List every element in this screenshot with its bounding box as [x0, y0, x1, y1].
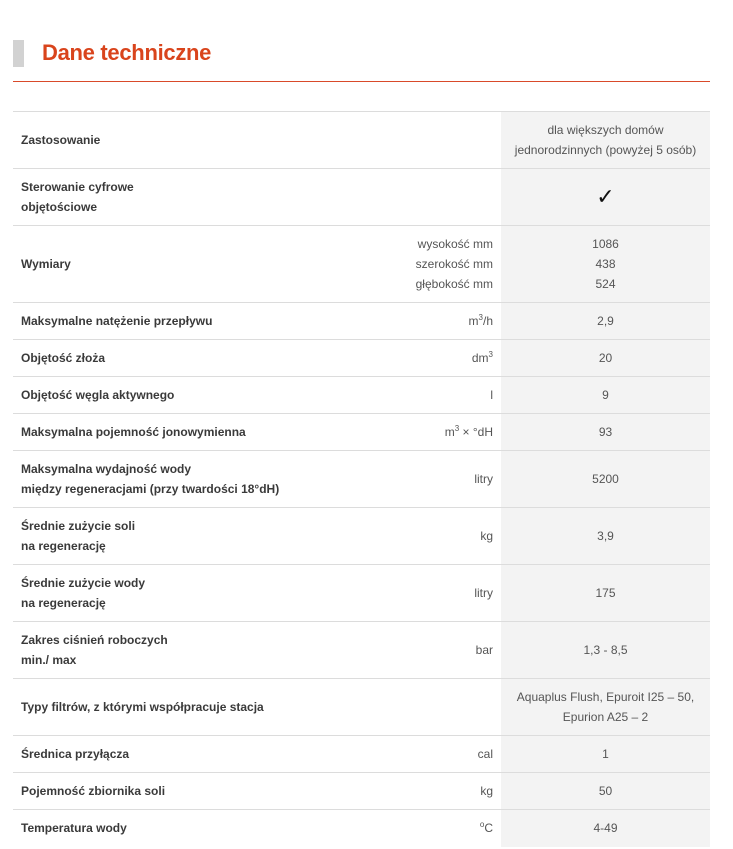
table-row — [13, 565, 710, 622]
row-unit — [293, 414, 501, 451]
unit-base: m — [468, 314, 479, 328]
row-label-line: Średnie zużycie wody — [21, 576, 146, 590]
unit-base: m — [444, 425, 455, 439]
row-unit-line: głębokość mm — [415, 277, 493, 291]
row-value-line: Aquaplus Flush, Epuroit I25 – 50, — [516, 690, 695, 704]
row-label-line: Wymiary — [21, 257, 71, 271]
row-label — [13, 773, 293, 810]
row-label-line: Pojemność zbiornika soli — [21, 784, 166, 798]
row-unit-line: cal — [477, 747, 493, 761]
row-label-line: Średnie zużycie soli — [21, 519, 136, 533]
row-unit — [293, 679, 501, 736]
table-row — [13, 679, 710, 736]
row-value — [501, 679, 710, 736]
row-value — [501, 508, 710, 565]
row-unit — [293, 169, 501, 226]
row-label-line: między regeneracjami (przy twardości 18°dH) — [21, 482, 280, 496]
row-label-line: Maksymalna pojemność jonowymienna — [21, 425, 246, 439]
row-value — [501, 810, 710, 847]
row-unit — [293, 565, 501, 622]
unit-superscript: o — [479, 820, 485, 830]
row-value — [501, 773, 710, 810]
row-value-line: 1,3 - 8,5 — [583, 643, 628, 657]
row-label — [13, 303, 293, 340]
row-unit-line: kg — [480, 784, 493, 798]
row-value-line: 20 — [598, 351, 613, 365]
row-value — [501, 303, 710, 340]
row-value-line: 438 — [595, 257, 616, 271]
table-row — [13, 303, 710, 340]
row-unit — [293, 226, 501, 303]
row-label — [13, 377, 293, 414]
row-label-line: na regenerację — [21, 539, 106, 553]
row-unit — [293, 810, 501, 847]
row-value — [501, 112, 710, 169]
table-row — [13, 773, 710, 810]
table-row — [13, 414, 710, 451]
row-value-line: 524 — [595, 277, 616, 291]
row-unit — [293, 736, 501, 773]
row-label — [13, 810, 293, 847]
table-row — [13, 226, 710, 303]
row-label — [13, 736, 293, 773]
checkmark-icon: ✓ — [596, 184, 615, 209]
unit-base: dm — [471, 351, 489, 365]
table-row — [13, 377, 710, 414]
row-unit — [293, 340, 501, 377]
row-label-line: Maksymalne natężenie przepływu — [21, 314, 213, 328]
row-value — [501, 736, 710, 773]
table-row — [13, 736, 710, 773]
unit-rest: × °dH — [459, 425, 493, 439]
row-value — [501, 414, 710, 451]
row-unit-line: szerokość mm — [415, 257, 493, 271]
row-value-line: dla większych domów — [547, 123, 664, 137]
row-value — [501, 451, 710, 508]
row-value-line: 93 — [598, 425, 613, 439]
row-label — [13, 451, 293, 508]
row-value-line: 1086 — [592, 237, 619, 251]
row-label-line: Średnica przyłącza — [21, 747, 130, 761]
row-label-line: objętościowe — [21, 200, 98, 214]
unit-superscript: 3 — [454, 424, 460, 433]
row-label — [13, 226, 293, 303]
row-value-line: 3,9 — [597, 529, 614, 543]
row-value-line: 50 — [598, 784, 613, 798]
row-unit-line: l — [490, 388, 493, 402]
heading-accent-bar — [13, 40, 24, 67]
row-unit-line: bar — [475, 643, 493, 657]
row-unit-line: litry — [474, 586, 493, 600]
unit-superscript: 3 — [478, 313, 483, 322]
row-label — [13, 622, 293, 679]
row-value-line: 9 — [602, 388, 609, 402]
table-row — [13, 451, 710, 508]
technical-data-table — [13, 111, 710, 847]
row-value — [501, 377, 710, 414]
row-label-line: Typy filtrów, z którymi współpracuje stacja — [21, 700, 264, 714]
table-row — [13, 508, 710, 565]
table-row — [13, 112, 710, 169]
row-label — [13, 565, 293, 622]
row-label — [13, 414, 293, 451]
row-unit — [293, 303, 501, 340]
row-value — [501, 622, 710, 679]
row-label-line: Zastosowanie — [21, 133, 101, 147]
row-value-line: 2,9 — [597, 314, 614, 328]
section-heading — [13, 38, 710, 82]
row-unit — [293, 451, 501, 508]
row-value — [501, 169, 710, 226]
row-label — [13, 508, 293, 565]
table-row — [13, 169, 710, 226]
row-label-line: Zakres ciśnień roboczych — [21, 633, 168, 647]
row-label — [13, 169, 293, 226]
row-label-line: Temperatura wody — [21, 821, 127, 836]
row-value-line: 5200 — [592, 472, 619, 486]
row-label — [13, 679, 293, 736]
row-unit — [293, 377, 501, 414]
row-value — [501, 340, 710, 377]
row-value-line: 175 — [595, 586, 616, 600]
table-row — [13, 622, 710, 679]
unit-rest: C — [484, 821, 493, 836]
row-value — [501, 226, 710, 303]
row-unit-line: litry — [474, 472, 493, 486]
row-label-line: Sterowanie cyfrowe — [21, 180, 134, 194]
row-unit — [293, 622, 501, 679]
unit-superscript: 3 — [488, 350, 493, 359]
row-unit — [293, 773, 501, 810]
row-label-line: Maksymalna wydajność wody — [21, 462, 192, 476]
row-value-line: 4-49 — [593, 821, 618, 836]
section-title: Dane techniczne — [42, 40, 212, 65]
row-unit — [293, 508, 501, 565]
row-unit — [293, 112, 501, 169]
row-label-line: na regenerację — [21, 596, 106, 610]
row-label — [13, 112, 293, 169]
table-row — [13, 340, 710, 377]
table-row — [13, 810, 710, 847]
row-value — [501, 565, 710, 622]
row-label-line: min./ max — [21, 653, 77, 667]
row-label-line: Objętość złoża — [21, 351, 106, 365]
row-value-line: 1 — [602, 747, 609, 761]
row-label — [13, 340, 293, 377]
row-unit-line: wysokość mm — [417, 237, 493, 251]
row-label-line: Objętość węgla aktywnego — [21, 388, 175, 402]
row-value-line: jednorodzinnych (powyżej 5 osób) — [514, 143, 697, 157]
row-unit-line: kg — [480, 529, 493, 543]
row-value-line: Epurion A25 – 2 — [562, 710, 649, 724]
unit-rest: /h — [482, 314, 493, 328]
